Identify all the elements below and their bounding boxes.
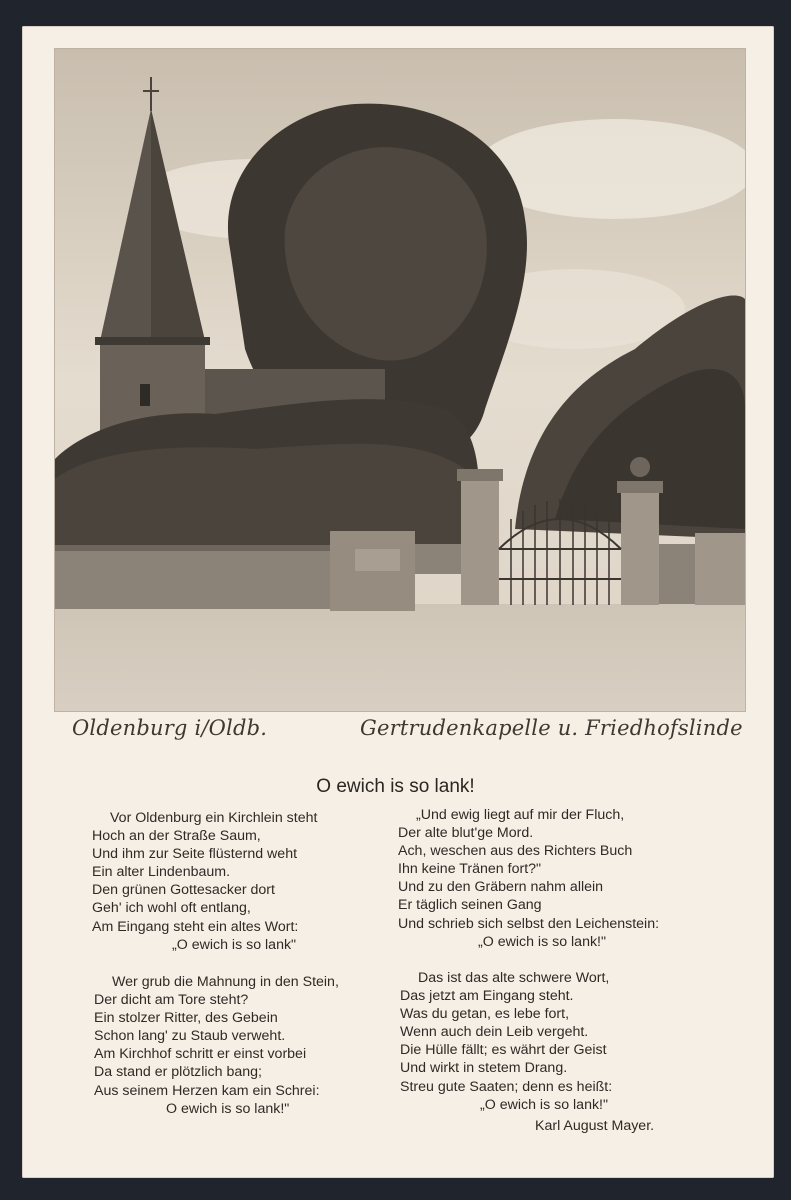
poem-line: Schon lang' zu Staub verweht. [94, 1028, 286, 1045]
poem-line: Und ihm zur Seite flüsternd weht [92, 846, 298, 863]
poem-line: Wer grub die Mahnung in den Stein, [112, 974, 339, 990]
poem-line: Er täglich seinen Gang [398, 897, 542, 914]
poem-line: Streu gute Saaten; denn es heißt: [400, 1078, 613, 1095]
poem-line: Da stand er plötzlich bang; [94, 1064, 262, 1081]
subject-caption: Gertrudenkapelle u. Friedhofslinde [360, 716, 743, 740]
poem-line: Vor Oldenburg ein Kirchlein steht [110, 810, 318, 826]
poem-line: Aus seinem Herzen kam ein Schrei: [94, 1082, 320, 1099]
poem-line: Das ist das alte schwere Wort, [418, 970, 610, 986]
poem-line: Was du getan, es lebe fort, [400, 1006, 570, 1023]
poem-line: „O ewich is so lank" [172, 936, 297, 953]
poem-line: Das jetzt am Eingang steht. [400, 988, 574, 1005]
stanza-4 [400, 969, 710, 1114]
poem-line: Wenn auch dein Leib vergeht. [400, 1024, 589, 1041]
poem-line: Und wirkt in stetem Drang. [400, 1060, 568, 1077]
stanza-1 [92, 809, 402, 954]
poem-line: „Und ewig liegt auf mir der Fluch, [416, 807, 625, 823]
place-caption: Oldenburg i/Oldb. [72, 716, 268, 740]
poem-line: Der dicht am Tore steht? [94, 992, 249, 1009]
poem-line: O ewich is so lank!" [166, 1100, 290, 1117]
poem-line: Ach, weschen aus des Richters Buch [398, 843, 633, 860]
poem-line: Und zu den Gräbern nahm allein [398, 879, 604, 896]
poem-line: Den grünen Gottesacker dort [92, 882, 275, 899]
church-scene-image [55, 49, 745, 711]
poem-line: Der alte blut'ge Mord. [398, 825, 534, 842]
church-photograph [54, 48, 746, 712]
poem-line: Geh' ich wohl oft entlang, [92, 900, 251, 917]
poem-line: Am Eingang steht ein altes Wort: [92, 918, 299, 935]
poem-author: Karl August Mayer. [535, 1118, 655, 1134]
poem-line: Hoch an der Straße Saum, [92, 828, 261, 845]
poem-line: Ein stolzer Ritter, des Gebein [94, 1010, 278, 1027]
poem-line: Ein alter Lindenbaum. [92, 864, 231, 881]
poem-line: „O ewich is so lank!" [480, 1096, 609, 1113]
poem-line: Die Hülle fällt; es währt der Geist [400, 1042, 607, 1059]
stanza-3 [94, 973, 404, 1118]
poem-line: Und schrieb sich selbst den Leichenstein: [398, 915, 660, 932]
poem-line: Am Kirchhof schritt er einst vorbei [94, 1046, 307, 1063]
poem-line: Ihn keine Tränen fort?" [398, 861, 542, 878]
poem-line: „O ewich is so lank!" [478, 933, 607, 950]
poem-title: O ewich is so lank! [316, 776, 475, 797]
stanza-2 [398, 806, 708, 951]
